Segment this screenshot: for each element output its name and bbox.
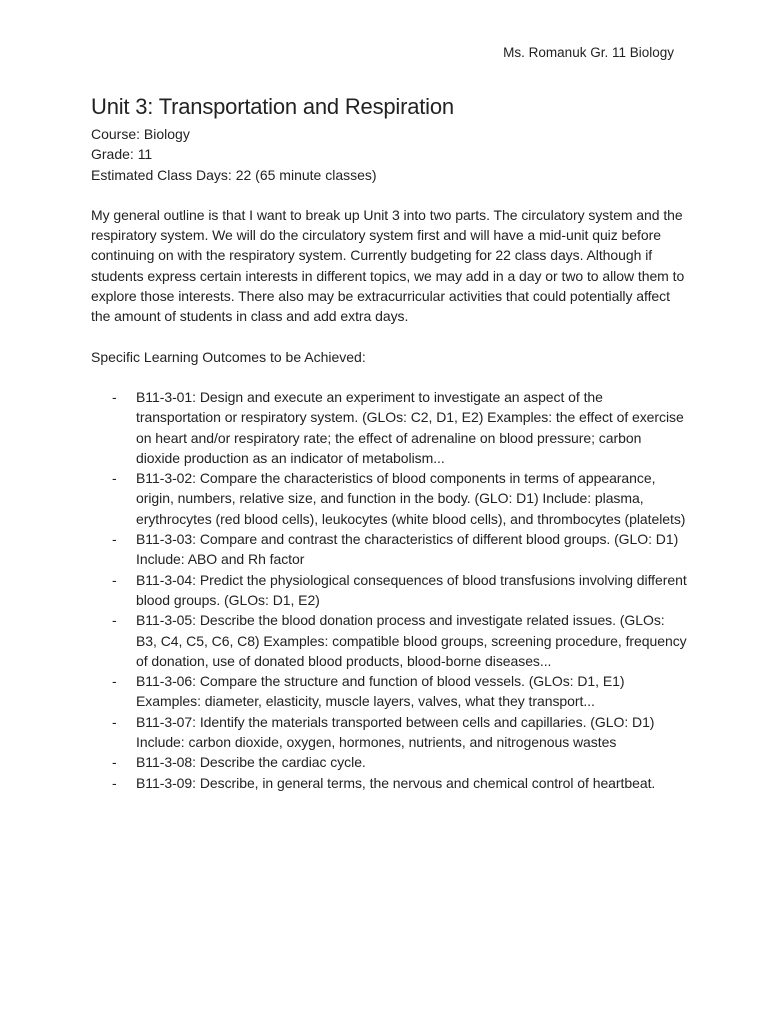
list-item [91,529,687,570]
outcome-text: B11-3-06: Compare the structure and function of blood vessels. (GLOs: D1, E1) Examples: diameter, elasticity, muscle layers, valves, what they transport... [136,673,625,710]
bullet-dash: - [112,470,117,487]
bullet-dash: - [112,673,117,690]
course-meta [91,124,687,185]
outcome-text: B11-3-02: Compare the characteristics of blood components in terms of appearance, origin, numbers, relative size, and function in the body. (GLO: D1) Include: plasma, erythrocytes (red blood cells), leukocytes (white blood cells), and thrombocytes (platelets) [136,470,686,527]
outcome-text: B11-3-05: Describe the blood donation process and investigate related issues. (GLOs: B3, C4, C5, C6, C8) Examples: compatible blood groups, screening procedure, frequency of donation, use of donated blood products, blood-borne diseases... [136,612,687,669]
bullet-dash: - [112,713,117,730]
list-item [91,712,687,753]
bullet-dash: - [112,388,117,405]
outcome-text: B11-3-08: Describe the cardiac cycle. [136,754,366,771]
meta-class-days: Estimated Class Days: 22 (65 minute classes) [91,166,377,183]
page-header-author: Ms. Romanuk Gr. 11 Biology [503,45,674,60]
list-item [91,610,687,671]
bullet-dash: - [112,754,117,771]
bullet-dash: - [112,774,117,791]
meta-grade: Grade: 11 [91,146,153,163]
outcome-text: B11-3-01: Design and execute an experiment to investigate an aspect of the transportation or respiratory system. (GLOs: C2, D1, E2) Examples: the effect of exercise on heart and/or respiratory rate; the effect of adrenaline on blood pressure; carbon dioxide production as an indicator of metabolism... [136,388,684,466]
list-item [91,468,687,529]
outcomes-heading: Specific Learning Outcomes to be Achieved: [91,348,366,365]
outcome-text: B11-3-09: Describe, in general terms, the nervous and chemical control of heartbeat. [136,774,656,791]
list-item [91,570,687,611]
bullet-dash: - [112,571,117,588]
outcome-text: B11-3-04: Predict the physiological consequences of blood transfusions involving different blood groups. (GLOs: D1, E2) [136,571,687,608]
list-item [91,752,687,772]
list-item [91,671,687,712]
list-item [91,387,687,468]
bullet-dash: - [112,612,117,629]
outline-paragraph: My general outline is that I want to break up Unit 3 into two parts. The circulatory system and the respiratory system. We will do the circulatory system first and will have a mid-unit quiz before continuing on with the respiratory system. Currently budgeting for 22 class days. Although if students express certain interests in different topics, we may add in a day or two to allow them to explore those interests. There also may be extracurricular activities that could potentially affect the amount of students in class and add extra days. [91,206,685,325]
page-title: Unit 3: Transportation and Respiration [91,94,454,119]
document-body [91,93,687,793]
outcomes-list [91,387,687,793]
list-item [91,773,687,793]
bullet-dash: - [112,531,117,548]
meta-course: Course: Biology [91,126,190,142]
outcome-text: B11-3-03: Compare and contrast the characteristics of different blood groups. (GLO: D1) Include: ABO and Rh factor [136,531,679,568]
outcome-text: B11-3-07: Identify the materials transported between cells and capillaries. (GLO: D1) Include: carbon dioxide, oxygen, hormones, nutrients, and nitrogenous wastes [136,713,655,751]
